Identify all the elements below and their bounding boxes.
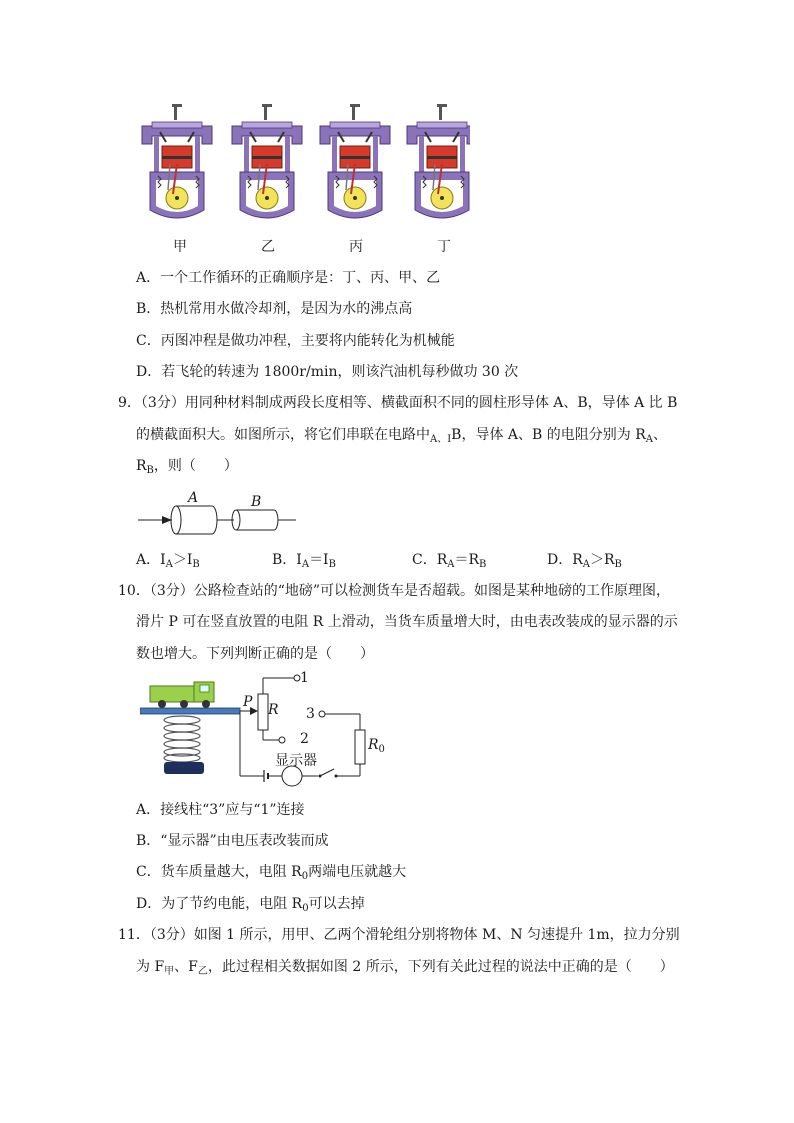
q8-option-d[interactable]: D．若飞轮的转速为 1800r/min，则该汽油机每秒做功 30 次: [136, 364, 519, 380]
q10-label-display: 显示器: [275, 753, 317, 769]
q9-option-a[interactable]: A．$I_A>I_B$: [136, 552, 200, 570]
engine-label-ding: 丁: [437, 239, 451, 255]
q8-option-b[interactable]: B．热机常用水做冷却剂，是因为水的沸点高: [136, 301, 413, 317]
engine-strokes-figure: [140, 102, 470, 232]
q8-option-a[interactable]: A．一个工作循环的正确顺序是：丁、丙、甲、乙: [136, 270, 441, 286]
q9-option-d[interactable]: D．$R_A>R_B$: [547, 552, 622, 570]
q9-conductor-figure: [138, 490, 308, 538]
engine-label-yi: 乙: [261, 239, 275, 255]
q9-option-b[interactable]: B．$I_A=I_B$: [272, 552, 336, 570]
q10-stem-line2: 滑片 P 可在竖直放置的电阻 R 上滑动，当货车质量增大时，由电表改装成的显示器的示: [136, 614, 678, 630]
q9-stem-line3: $R_B$，则（ ）: [136, 458, 238, 476]
q9-option-c[interactable]: C．$R_A=R_B$: [412, 552, 487, 570]
q8-option-c[interactable]: C．丙图冲程是做功冲程，主要将内能转化为机械能: [136, 333, 455, 349]
q10-terminal-3: 3: [306, 706, 315, 722]
engine-label-bing: 丙: [349, 239, 363, 255]
q10-stem-line3: 数也增大。下列判断正确的是（ ）: [136, 646, 374, 662]
q10-weighbridge-figure: [140, 670, 400, 788]
q9-label-b: B: [251, 494, 262, 510]
q10-option-c[interactable]: C．货车质量越大，电阻 $R_0$两端电压就越大: [136, 864, 407, 882]
q10-option-d[interactable]: D．为了节约电能，电阻 $R_0$可以去掉: [136, 896, 365, 914]
q10-stem-line1: 10．（3分）公路检查站的“地磅”可以检测货车是否超载。如图是某种地磅的工作原理图，: [118, 583, 671, 599]
q10-label-r: R: [268, 702, 279, 718]
engine-label-jia: 甲: [173, 239, 187, 255]
q9-stem-line1: 9．（3分）用同种材料制成两段长度相等、横截面积不同的圆柱形导体 A、B，导体 A 比 B: [118, 395, 678, 411]
q11-stem-line2: 为 $F_甲$、$F_乙$，此过程相关数据如图 2 所示，下列有关此过程的说法中正确的是（ ）: [136, 959, 674, 977]
q10-option-b[interactable]: B．“显示器”由电压表改装而成: [136, 833, 329, 849]
q9-label-a: A: [188, 490, 199, 506]
q9-stem-line2: 的横截面积大。如图所示，将它们串联在电路中$_{A、I}$B，导体 A、B 的电阻分别为 $R_A$、: [136, 427, 667, 445]
q10-label-r0: $R_0$: [368, 737, 385, 755]
q10-terminal-2: 2: [300, 731, 309, 747]
q10-terminal-1: 1: [300, 670, 309, 686]
q11-stem-line1: 11．（3分）如图 1 所示，用甲、乙两个滑轮组分别将物体 M、N 匀速提升 1m，拉力分别: [118, 927, 680, 943]
q10-option-a[interactable]: A．接线柱“3”应与“1”连接: [136, 802, 305, 818]
q10-label-p: P: [243, 694, 253, 710]
